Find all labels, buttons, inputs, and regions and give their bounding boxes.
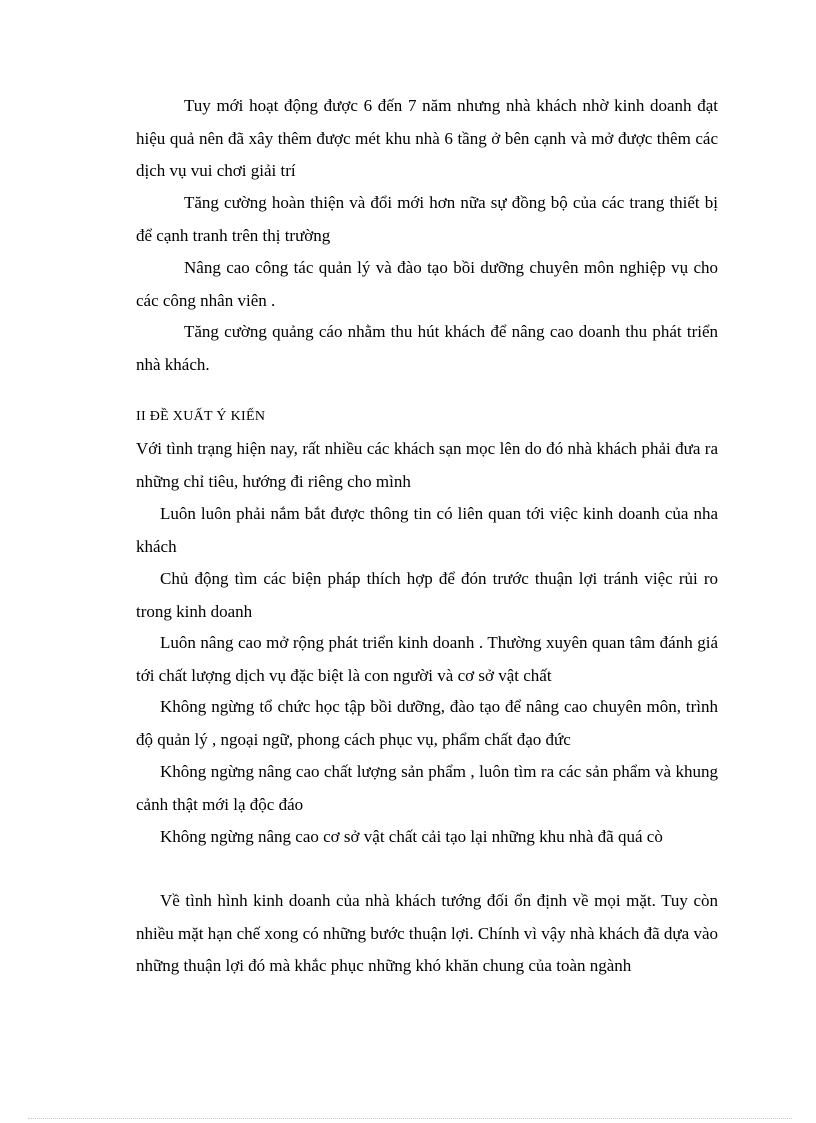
paragraph-equipment: Tăng cường hoàn thiện và đổi mới hơn nữa sự đồng bộ của các trang thiết bị để cạnh tranh trên thị trường (136, 193, 718, 245)
paragraph-training: Không ngừng tổ chức học tập bồi dưỡng, đào tạo để nâng cao chuyên môn, trình độ quản lý , ngoại ngữ, phong cách phục vụ, phẩm chất đạo đức (136, 697, 718, 749)
page-bottom-divider (28, 1118, 792, 1119)
paragraph-conclusion: Về tình hình kinh doanh của nhà khách tướng đối ổn định về mọi mặt. Tuy còn nhiều mặt hạn chế xong có những bước thuận lợi. Chính vì vậy nhà khách đã dựa vào những thuận lợi đó mà khắc phục những khó khăn chung của toàn ngành (136, 891, 718, 975)
paragraph-information: Luôn luôn phải nắm bắt được thông tin có liên quan tới việc kinh doanh của nha khách (136, 504, 718, 556)
paragraph-facilities: Không ngừng nâng cao cơ sở vật chất cải tạo lại những khu nhà đã quá cò (160, 827, 663, 846)
paragraph-products: Không ngừng nâng cao chất lượng sản phẩm , luôn tìm ra các sản phẩm và khung cảnh thật mới lạ độc đáo (136, 762, 718, 814)
paragraph-management: Nâng cao công tác quản lý và đào tạo bồi dưỡng chuyên môn nghiệp vụ cho các công nhân viên . (136, 258, 718, 310)
paragraph-risk: Chủ động tìm các biện pháp thích hợp để đón trước thuận lợi tránh việc rủi ro trong kinh doanh (136, 569, 718, 621)
paragraph-advertising: Tăng cường quảng cáo nhằm thu hút khách để nâng cao doanh thu phát triển nhà khách. (136, 322, 718, 374)
paragraph-intro-growth: Tuy mới hoạt động được 6 đến 7 năm nhưng nhà khách nhờ kinh doanh đạt hiệu quả nên đã xây thêm được mét khu nhà 6 tầng ở bên cạnh và mở được thêm các dịch vụ vui chơi giải trí (136, 96, 718, 180)
paragraph-situation: Với tình trạng hiện nay, rất nhiều các khách sạn mọc lên do đó nhà khách phải đưa ra những chỉ tiêu, hướng đi riêng cho mình (136, 439, 718, 491)
section-heading: II ĐỀ XUẤT Ý KIẾN (136, 409, 266, 424)
paragraph-expansion: Luôn nâng cao mở rộng phát triển kinh doanh . Thường xuyên quan tâm đánh giá tới chất lượng dịch vụ đặc biệt là con người và cơ sở vật chất (136, 633, 718, 685)
